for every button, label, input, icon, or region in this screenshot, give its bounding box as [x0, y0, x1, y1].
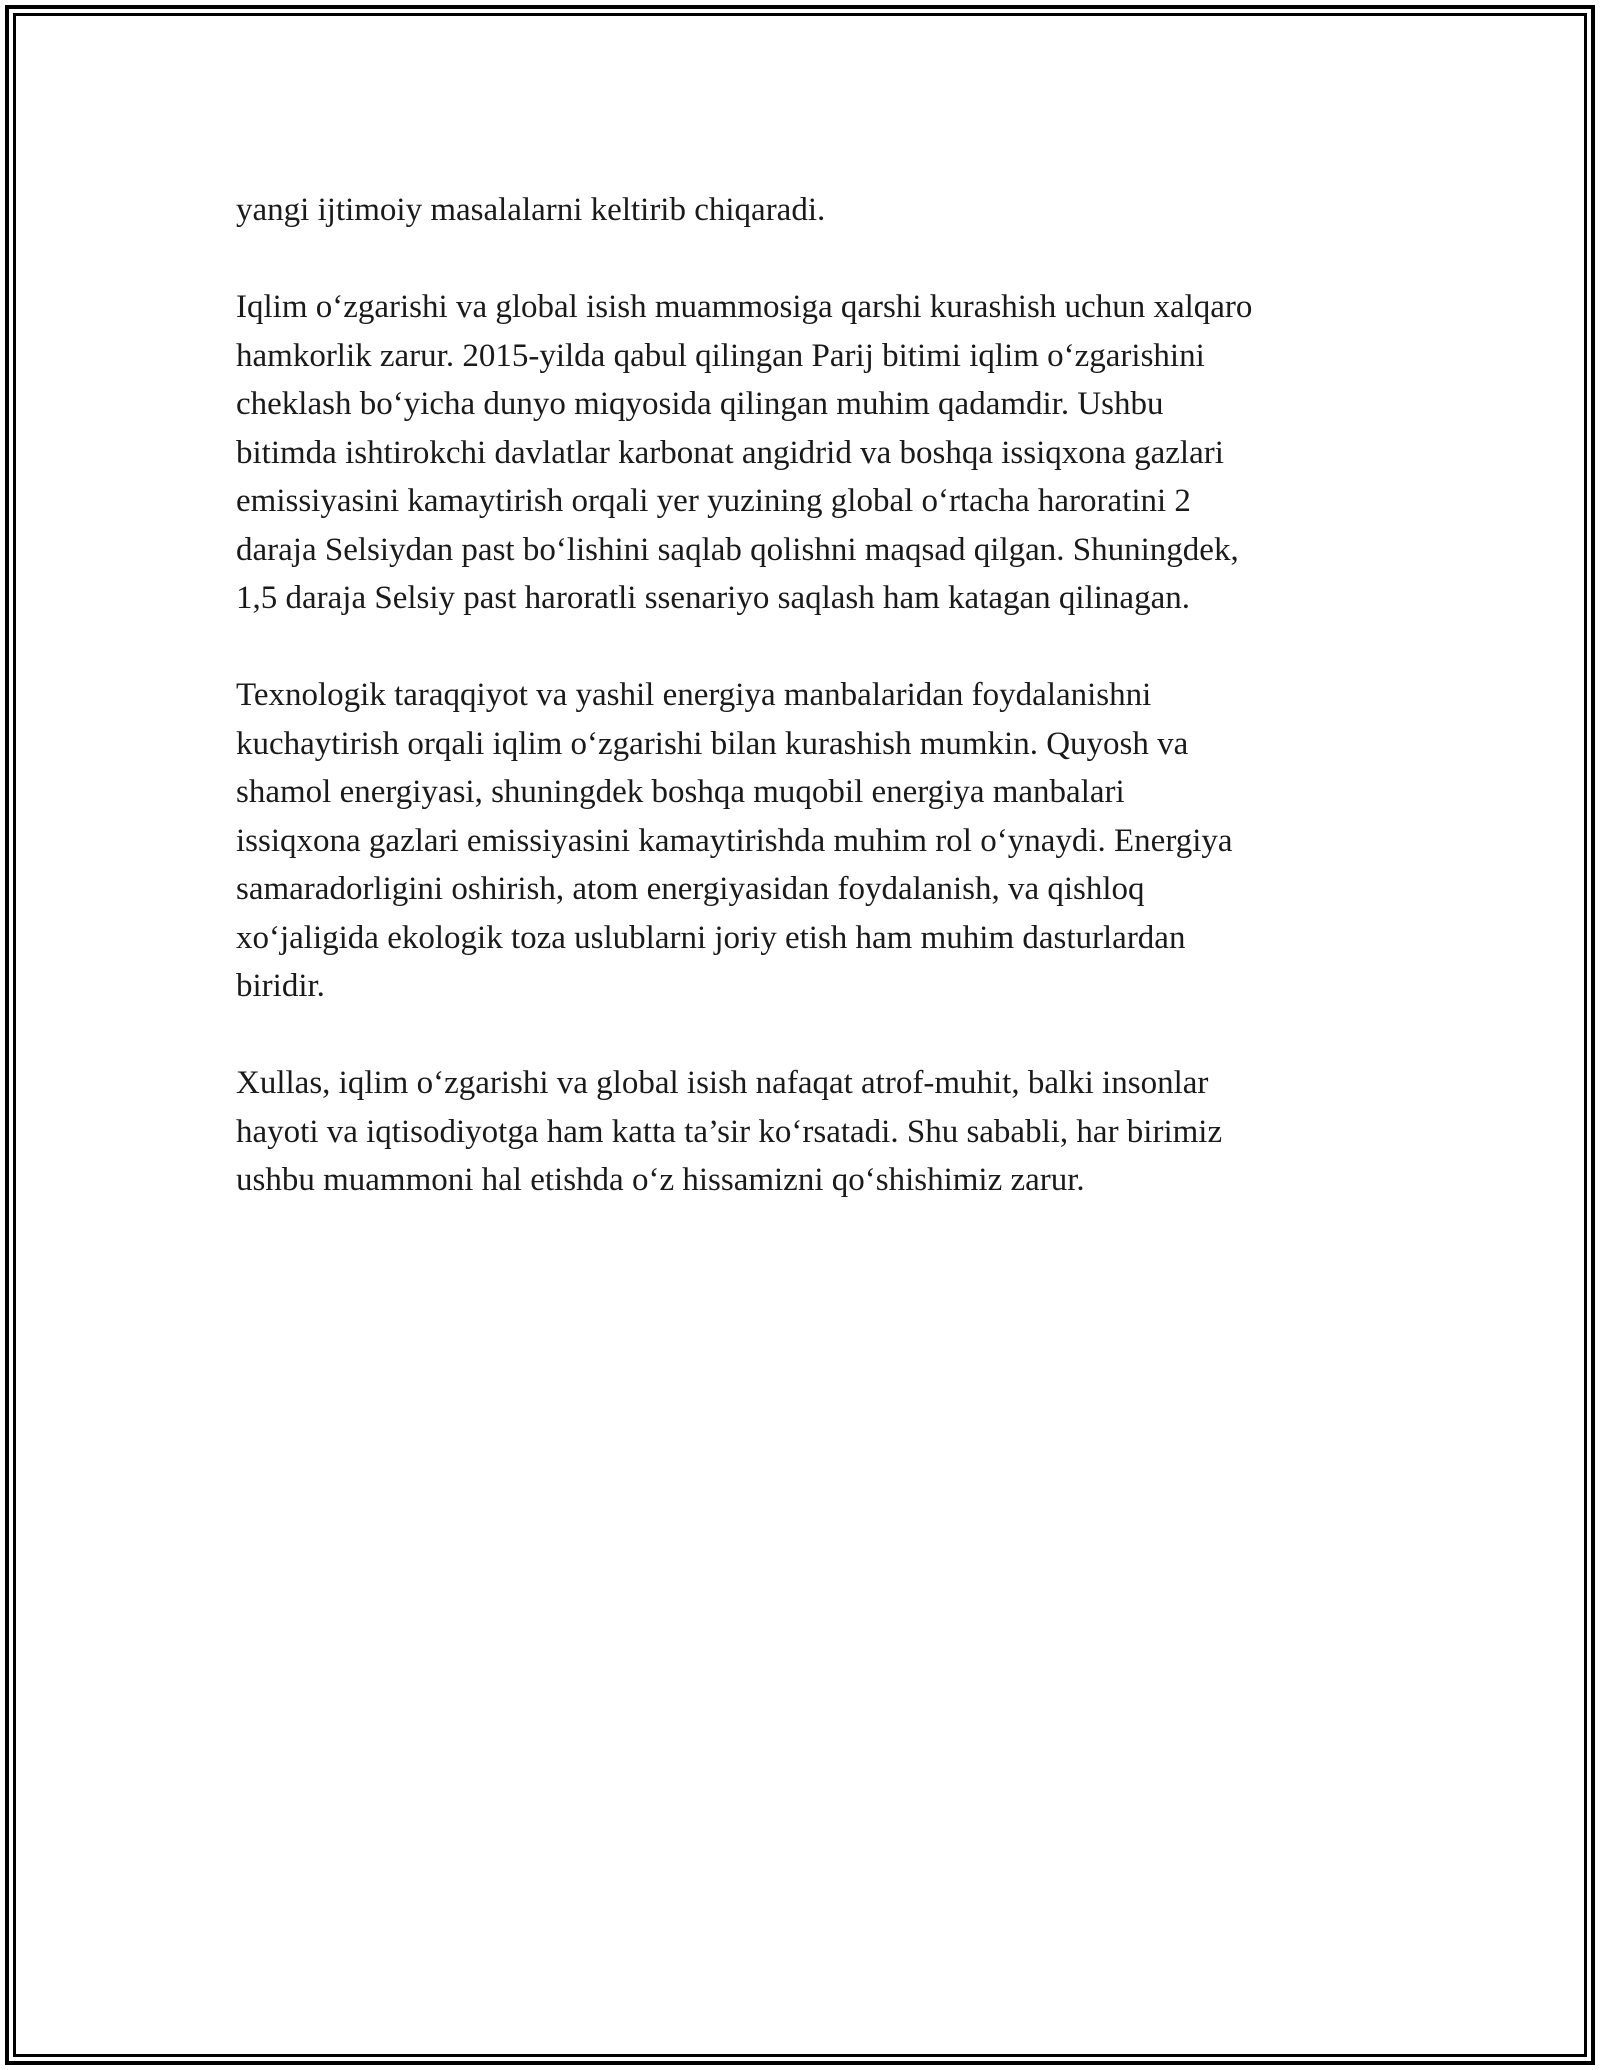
text-line: hayoti va iqtisodiyotga ham katta ta’sir ko‘rsatadi. Shu sababli, har birimiz [236, 1113, 1223, 1150]
text-line: yangi ijtimoiy masalalarni keltirib chiqaradi. [236, 192, 826, 228]
text-line: biridir. [236, 968, 325, 1004]
text-line: bitimda ishtirokchi davlatlar karbonat angidrid va boshqa issiqxona gazlari [236, 434, 1224, 471]
text-line: kuchaytirish orqali iqlim o‘zgarishi bilan kurashish mumkin. Quyosh va [236, 725, 1189, 762]
text-line: hamkorlik zarur. 2015-yilda qabul qilingan Parij bitimi iqlim o‘zgarishini [236, 337, 1205, 374]
document-body [236, 186, 1376, 1253]
text-line: cheklash bo‘yicha dunyo miqyosida qilingan muhim qadamdir. Ushbu [236, 386, 1164, 422]
text-line: issiqxona gazlari emissiyasini kamaytirishda muhim rol o‘ynaydi. Energiya [236, 822, 1233, 859]
text-line: Texnologik taraqqiyot va yashil energiya manbalaridan foydalanishni [236, 677, 1152, 713]
paragraph-4 [236, 1059, 1376, 1205]
paragraph-2 [236, 283, 1376, 623]
text-line: daraja Selsiydan past bo‘lishini saqlab qolishni maqsad qilgan. Shuningdek, [236, 531, 1239, 568]
text-line: xo‘jaligida ekologik toza uslublarni joriy etish ham muhim dasturlardan [236, 919, 1186, 956]
paragraph-1 [236, 186, 1376, 235]
text-line: Xullas, iqlim o‘zgarishi va global isish nafaqat atrof-muhit, balki insonlar [236, 1065, 1209, 1101]
text-line: emissiyasini kamaytirish orqali yer yuzining global o‘rtacha haroratini 2 [236, 483, 1191, 519]
paragraph-3 [236, 671, 1376, 1011]
text-line: samaradorligini oshirish, atom energiyasidan foydalanish, va qishloq [236, 871, 1145, 907]
text-line: ushbu muammoni hal etishda o‘z hissamizni qo‘shishimiz zarur. [236, 1162, 1085, 1198]
text-line: shamol energiyasi, shuningdek boshqa muqobil energiya manbalari [236, 774, 1125, 810]
text-line: 1,5 daraja Selsiy past haroratli ssenariyo saqlash ham katagan qilinagan. [236, 580, 1190, 616]
text-line: Iqlim o‘zgarishi va global isish muammosiga qarshi kurashish uchun xalqaro [236, 289, 1253, 325]
